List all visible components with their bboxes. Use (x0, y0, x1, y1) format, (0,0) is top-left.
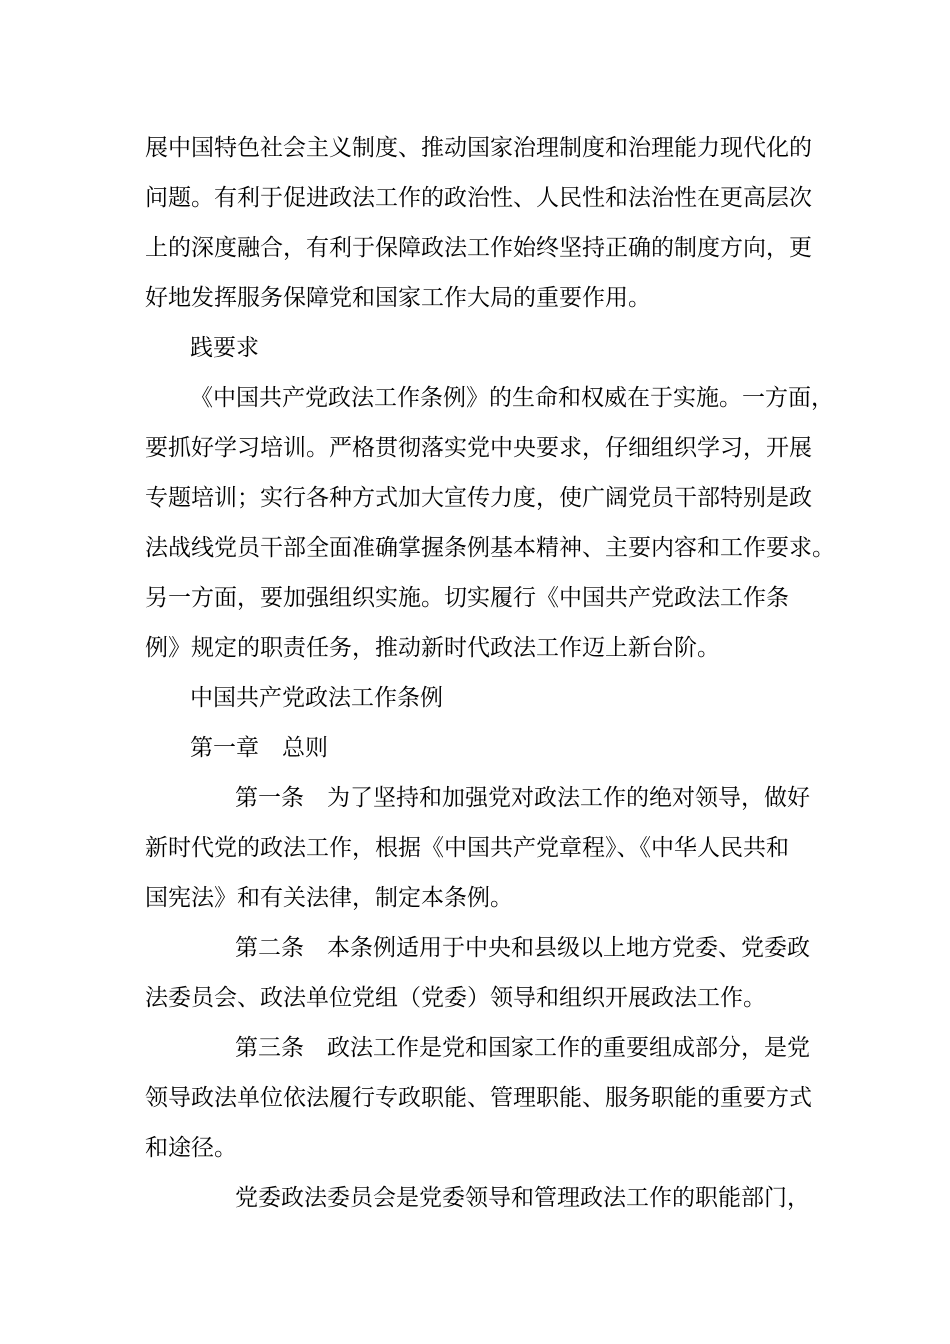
body-text-line: 法战线党员干部全面准确掌握条例基本精神、主要内容和工作要求。 (145, 535, 835, 561)
body-text-line: 《中国共产党政法工作条例》的生命和权威在于实施。一方面， (190, 385, 834, 411)
body-text-line: 国宪法》和有关法律，制定本条例。 (145, 885, 513, 911)
body-text-line: 展中国特色社会主义制度、推动国家治理制度和治理能力现代化的 (145, 135, 812, 161)
body-text-line: 例》规定的职责任务，推动新时代政法工作迈上新台阶。 (145, 635, 720, 661)
body-text-line: 法委员会、政法单位党组（党委）领导和组织开展政法工作。 (145, 985, 766, 1011)
article-line: 第一条 为了坚持和加强党对政法工作的绝对领导，做好 (235, 785, 810, 811)
chapter-heading: 第一章 总则 (190, 735, 328, 761)
section-heading: 践要求 (190, 335, 259, 361)
body-text-line: 上的深度融合，有利于保障政法工作始终坚持正确的制度方向，更 (145, 235, 812, 261)
body-text-line: 好地发挥服务保障党和国家工作大局的重要作用。 (145, 285, 651, 311)
body-text-line: 和途径。 (145, 1135, 237, 1161)
body-text-line: 新时代党的政法工作，根据《中国共产党章程》、《中华人民共和 (145, 835, 789, 861)
body-text-line: 专题培训；实行各种方式加大宣传力度，使广阔党员干部特别是政 (145, 485, 812, 511)
body-text-line: 要抓好学习培训。严格贯彻落实党中央要求，仔细组织学习，开展 (145, 435, 812, 461)
body-text-line: 党委政法委员会是党委领导和管理政法工作的职能部门， (235, 1185, 810, 1211)
article-line: 第三条 政法工作是党和国家工作的重要组成部分，是党 (235, 1035, 810, 1061)
body-text-line: 领导政法单位依法履行专政职能、管理职能、服务职能的重要方式 (145, 1085, 812, 1111)
document-title: 中国共产党政法工作条例 (190, 685, 443, 711)
body-text-line: 另一方面，要加强组织实施。切实履行《中国共产党政法工作条 (145, 585, 789, 611)
body-text-line: 问题。有利于促进政法工作的政治性、人民性和法治性在更高层次 (145, 185, 812, 211)
article-line: 第二条 本条例适用于中央和县级以上地方党委、党委政 (235, 935, 810, 961)
